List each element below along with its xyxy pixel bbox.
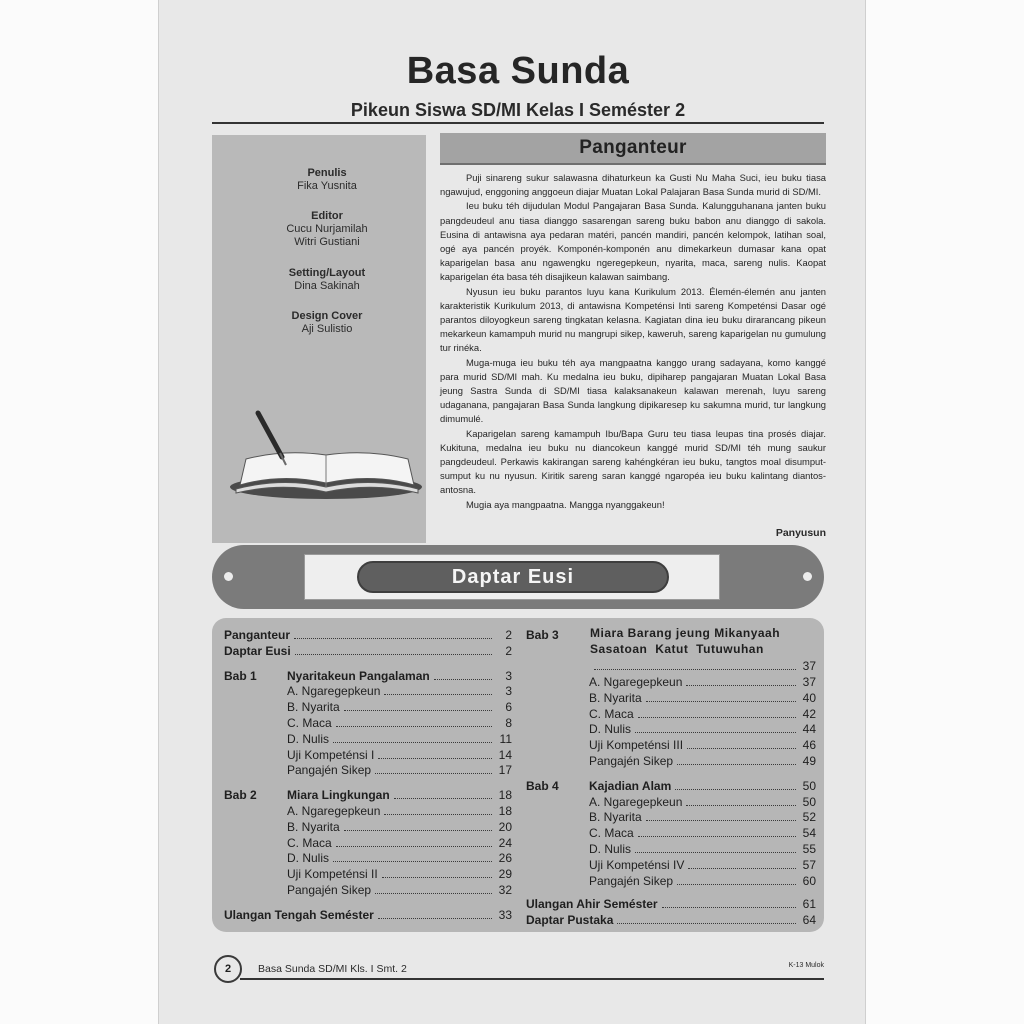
toc-row[interactable] <box>589 841 816 856</box>
banner-dot <box>224 572 233 581</box>
toc-label: B. Nyarita <box>589 810 642 825</box>
toc-page: 40 <box>802 690 816 705</box>
toc-leader <box>344 830 492 831</box>
toc-row[interactable] <box>589 873 816 888</box>
toc-bab-title-line: Sasatoan Katut Tutuwuhan <box>590 642 764 656</box>
toc-leader <box>638 717 796 718</box>
toc-leader <box>638 836 796 837</box>
toc-label: Uji Kompeténsi II <box>287 867 378 882</box>
footer-book-ref: Basa Sunda SD/MI Kls. I Smt. 2 <box>258 963 407 975</box>
toc-label: A. Ngaregepkeun <box>589 794 683 809</box>
toc-row[interactable] <box>287 866 512 881</box>
toc-row[interactable] <box>224 907 512 922</box>
scan-margin-right <box>866 0 1024 1024</box>
credits-panel <box>212 135 426 543</box>
book-subtitle: Pikeun Siswa SD/MI Kelas I Seméster 2 <box>350 100 686 120</box>
toc-leader <box>384 814 492 815</box>
intro-paragraph: Kaparigelan sareng kamampuh Ibu/Bapa Guru teu tiasa leupas tina prosés diajar. Kukituna, medalna ieu buku nu diancokeun kanggé murid SD/MI téh mung saukur pangdeudeul. Perkawis kakirangan sareng kahéngkéran ieu buku, tangtos moal disumput-sumput ku nu nyusun. Kiritik sareng saran kanggé ngaropéa ieu buku kalintang diantos-antosna. <box>440 427 826 496</box>
toc-label: Pangajén Sikep <box>589 754 674 768</box>
credit-name: Cucu Nurjamilah <box>286 223 368 235</box>
toc-label: C. Maca <box>287 835 332 850</box>
toc-label: Ulangan Ahir Seméster <box>526 897 658 912</box>
toc-bab-row[interactable] <box>224 787 512 802</box>
intro-signoff: Panyusun <box>775 527 826 539</box>
credit-role: Setting/Layout <box>288 267 366 279</box>
toc-leader <box>594 669 796 670</box>
toc-row[interactable] <box>589 721 816 736</box>
credit-role: Penulis <box>307 167 347 179</box>
toc-banner <box>212 545 824 609</box>
toc-row[interactable] <box>589 737 816 752</box>
toc-leader <box>378 918 492 919</box>
toc-leader <box>662 907 796 908</box>
toc-row[interactable] <box>589 674 816 689</box>
toc-page: 50 <box>802 778 816 793</box>
toc-leader <box>336 726 492 727</box>
toc-label: Pangajén Sikep <box>589 873 674 888</box>
intro-heading: Panganteur <box>440 133 826 165</box>
toc-row[interactable] <box>526 896 816 911</box>
toc-label: C. Maca <box>589 706 634 721</box>
toc-bab-number: Bab 2 <box>224 788 257 803</box>
toc-leader <box>675 789 796 790</box>
toc-page: 57 <box>802 857 816 872</box>
toc-row[interactable] <box>287 683 512 698</box>
toc-row[interactable] <box>287 835 512 850</box>
toc-leader <box>333 742 492 743</box>
credit-role: Editor <box>311 210 343 222</box>
toc-label: Kajadian Alam <box>589 778 672 793</box>
toc-row[interactable] <box>589 809 816 824</box>
toc-row[interactable] <box>287 850 512 865</box>
toc-label: Pangajén Sikep <box>287 883 372 897</box>
toc-page: 17 <box>498 763 512 778</box>
toc-page: 6 <box>505 700 512 715</box>
toc-page: 26 <box>498 851 512 866</box>
toc-leader <box>635 852 796 853</box>
scan-margin-left <box>0 0 158 1024</box>
toc-row[interactable] <box>287 762 512 777</box>
toc-leader <box>378 758 492 759</box>
toc-label: Uji Kompeténsi IV <box>589 857 685 872</box>
toc-row[interactable] <box>589 706 816 721</box>
credit-name: Dina Sakinah <box>294 280 360 292</box>
toc-leader <box>677 884 796 885</box>
toc-leader <box>344 710 492 711</box>
toc-row[interactable] <box>590 658 816 673</box>
toc-page: 14 <box>498 747 512 762</box>
toc-row[interactable] <box>589 857 816 872</box>
toc-row[interactable] <box>287 882 512 897</box>
toc-row[interactable] <box>287 819 512 834</box>
toc-label: Daptar Eusi <box>224 643 291 658</box>
toc-row[interactable] <box>287 803 512 818</box>
toc-label: D. Nulis <box>287 851 330 866</box>
credit-writer <box>252 167 402 193</box>
toc-row[interactable] <box>589 794 816 809</box>
toc-page: 49 <box>802 754 816 768</box>
toc-page: 29 <box>498 867 512 882</box>
toc-page: 20 <box>498 819 512 834</box>
toc-row[interactable] <box>287 747 512 762</box>
toc-leader <box>375 893 492 894</box>
toc-page: 60 <box>802 873 816 888</box>
toc-leader <box>617 923 796 924</box>
toc-bab-title-line: Miara Barang jeung Mikanyaah <box>590 626 781 640</box>
toc-leader <box>635 732 796 733</box>
toc-page: 32 <box>498 883 512 897</box>
toc-page: 11 <box>499 731 512 746</box>
open-book-pen-icon <box>222 405 422 525</box>
toc-page: 33 <box>498 907 512 922</box>
toc-leader <box>686 805 796 806</box>
toc-row[interactable] <box>526 912 816 927</box>
toc-row[interactable] <box>224 643 512 658</box>
toc-leader <box>434 679 492 680</box>
toc-page: 42 <box>802 706 816 721</box>
toc-leader <box>382 877 492 878</box>
toc-bab-number: Bab 1 <box>224 668 257 683</box>
credit-name: Witri Gustiani <box>294 236 360 248</box>
toc-page: 44 <box>802 722 816 737</box>
toc-page: 46 <box>802 738 816 753</box>
intro-paragraph: Mugia aya mangpaatna. Mangga nyanggakeun! <box>466 498 665 510</box>
credit-layout <box>252 267 402 293</box>
toc-label: C. Maca <box>287 716 332 730</box>
toc-page: 2 <box>505 628 512 642</box>
toc-label: A. Ngaregepkeun <box>287 804 381 818</box>
toc-label: B. Nyarita <box>589 690 642 705</box>
toc-page: 61 <box>802 897 816 912</box>
toc-label: Ulangan Tengah Seméster <box>224 907 374 922</box>
toc-leader <box>295 654 492 655</box>
toc-page: 2 <box>505 643 512 658</box>
toc-leader <box>336 846 492 847</box>
toc-row[interactable] <box>287 699 512 714</box>
toc-page: 24 <box>498 835 512 850</box>
toc-label: A. Ngaregepkeun <box>589 675 683 689</box>
footer-rule <box>240 978 824 980</box>
toc-label: Panganteur <box>224 628 291 642</box>
intro-paragraph: Nyusun ieu buku parantos luyu kana Kurikulum 2013. Élemén-élemén anu janten karakteristik Kurikulum 2013, di antawisna Kompeténsi Inti sareng Kompeténsi Dasar ogé parantos diloyogkeun sareng tingkatan kelasna. Kagiatan dina ieu buku dirarancang pikeun mekarkeun kamampuh murid nu mangrupi sikep, kaweruh, sareng kaparigelan nu gumulung tur rinéka. <box>440 285 826 354</box>
credit-cover <box>252 310 402 336</box>
toc-label: D. Nulis <box>589 842 632 856</box>
toc-page: 18 <box>498 788 512 803</box>
toc-row[interactable] <box>589 825 816 840</box>
toc-label: Nyaritakeun Pangalaman <box>287 668 430 683</box>
toc-page: 54 <box>802 826 816 841</box>
toc-label: D. Nulis <box>287 731 330 746</box>
toc-leader <box>688 868 796 869</box>
toc-leader <box>646 701 796 702</box>
toc-row[interactable] <box>589 690 816 705</box>
toc-label: A. Ngaregepkeun <box>287 684 381 699</box>
toc-page: 64 <box>802 913 816 928</box>
footer-code: K-13 Mulok <box>788 962 824 969</box>
toc-page: 50 <box>802 794 816 809</box>
toc-page: 52 <box>802 810 816 825</box>
book-title: Basa Sunda <box>406 50 630 92</box>
banner-dot <box>803 572 812 581</box>
toc-leader <box>384 694 492 695</box>
header-rule <box>212 122 824 124</box>
toc-page: 3 <box>505 684 512 699</box>
credit-name: Aji Sulistio <box>301 323 353 335</box>
intro-body <box>440 171 826 512</box>
toc-bab-row[interactable] <box>224 668 512 683</box>
intro-paragraph: Puji sinareng sukur salawasna dihaturkeun ka Gusti Nu Maha Suci, ieu buku tiasa ngawujud, enggoning anggoeun diajar Muatan Lokal Palajaran Basa Sunda murid di SD/MI. <box>440 172 826 198</box>
toc-label: Uji Kompeténsi I <box>287 747 375 762</box>
credit-role: Design Cover <box>291 310 363 322</box>
toc-label: B. Nyarita <box>287 700 340 715</box>
toc-bab-number: Bab 4 <box>526 778 559 793</box>
toc-page: 37 <box>802 659 816 673</box>
toc-row[interactable] <box>287 715 512 730</box>
banner-scroll <box>304 554 720 600</box>
credit-name: Fika Yusnita <box>297 180 357 192</box>
credit-editor <box>252 210 402 249</box>
toc-row[interactable] <box>224 627 512 642</box>
toc-page: 3 <box>505 668 512 683</box>
intro-paragraph: Ieu buku téh dijudulan Modul Pangajaran Basa Sunda. Kalungguhanana janten buku pangdeudeul anu tiasa dianggo sasarengan sareng buku babon anu dianggo di sakola. Eusina di antawisna aya pedaran matéri, pancén mandiri, pancén kelompok, latihan soal, ogé aya pancén proyék. Komponén-komponén anu dimekarkeun dumasar kana opat kaparigelan basa anu ngawengku ngeregepkeun, nyarita, maca, sareng nulis. Kaopat kaparigelan éta basa téh disajikeun kalawan saimbang. <box>440 200 826 283</box>
toc-page: 37 <box>802 675 816 689</box>
intro-paragraph: Muga-muga ieu buku téh aya mangpaatna kanggo urang sadayana, komo kanggé para murid SD/MI mah. Ku medalna ieu buku, dipiharep pangajaran Muatan Lokal Basa jeung Sastra Sunda di SD/MI tiasa kalaksanakeun kalawan merenah, luyu sareng udaganana, pangajaran Basa Sunda langkung dipikaresep ku sakumna murid, tur langkung dimumulé. <box>440 356 826 425</box>
toc-leader <box>687 748 796 749</box>
toc-leader <box>394 798 492 799</box>
toc-label: D. Nulis <box>589 722 632 737</box>
toc-bab-number: Bab 3 <box>526 628 559 642</box>
toc-label: C. Maca <box>589 826 634 841</box>
toc-leader <box>375 773 492 774</box>
toc-row[interactable] <box>589 753 816 768</box>
toc-label: Pangajén Sikep <box>287 763 372 778</box>
toc-label: B. Nyarita <box>287 819 340 834</box>
toc-label: Miara Lingkungan <box>287 788 390 803</box>
toc-bab-row[interactable] <box>526 778 816 793</box>
toc-label: Daptar Pustaka <box>526 913 614 928</box>
toc-leader <box>333 861 492 862</box>
toc-page: 18 <box>498 804 512 818</box>
toc-leader <box>646 820 796 821</box>
page-number: 2 <box>214 955 242 983</box>
toc-leader <box>677 764 796 765</box>
toc-heading: Daptar Eusi <box>357 561 669 593</box>
toc-label: Uji Kompeténsi III <box>589 738 684 753</box>
toc-row[interactable] <box>287 731 512 746</box>
toc-leader <box>294 638 492 639</box>
toc-page: 8 <box>505 716 512 730</box>
toc-page: 55 <box>802 842 816 856</box>
toc-leader <box>686 685 796 686</box>
